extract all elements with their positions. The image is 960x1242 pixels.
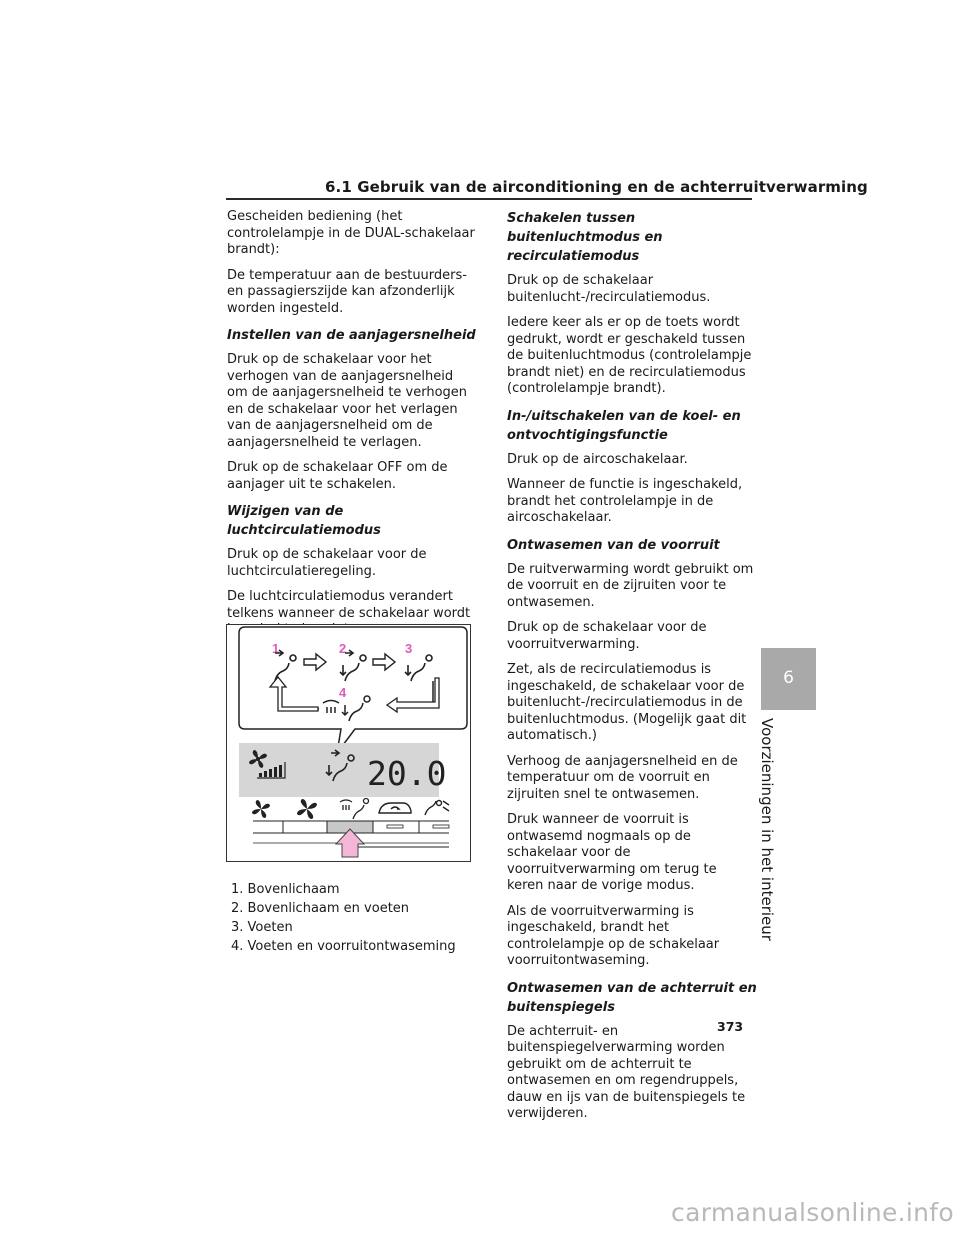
right-column: [507, 209, 757, 1132]
mode-label-3: 3: [405, 641, 413, 656]
paragraph: Iedere keer als er op de toets wordt gedrukt, wordt er geschakeld tussen de buitenluchtmodus (controlelampje brandt niet) en de recirculatiemodus (controlelampje brandt).: [507, 315, 752, 396]
paragraph: Als de voorruitverwarming is ingeschakeld, brandt het controlelampje op de schakelaar voorruitontwaseming.: [507, 903, 720, 968]
paragraph: De ruitverwarming wordt gebruikt om de voorruit en de zijruiten voor te ontwasemen.: [507, 561, 754, 610]
chapter-title-text: Voorzieningen in het interieur: [758, 718, 776, 941]
fan-down-icon: [252, 800, 270, 818]
legend-item: 3. Voeten: [231, 920, 293, 935]
paragraph: Gescheiden bediening (het controlelampje in de DUAL-schakelaar brandt):: [227, 209, 475, 257]
paragraph: Druk wanneer de voorruit is ontwasemd nogmaals op de schakelaar voor de voorruitverwarming om terug te keren naar de vorige modus.: [507, 812, 717, 893]
defrost-icon: [425, 801, 449, 816]
header-rule: [226, 198, 752, 200]
mode-button-icon: [340, 799, 369, 820]
page-number: 373: [717, 1019, 744, 1034]
legend: [227, 870, 477, 958]
paragraph: De luchtcirculatiemodus verandert telkens wanneer de schakelaar wordt: [227, 589, 471, 621]
chapter-tab: [761, 648, 816, 710]
watermark: carmanualsonline.info: [671, 1198, 954, 1227]
climate-panel-figure: [226, 624, 471, 862]
section-heading: Schakelen tussen buitenluchtmodus en recirculatiemodus: [507, 211, 663, 264]
section-heading: Ontwasemen van de achterruit en buitenspiegels: [507, 980, 757, 1015]
section-heading: Wijzigen van de luchtcirculatiemodus: [227, 504, 381, 538]
paragraph: Druk op de schakelaar OFF om de aanjager uit te schakelen.: [227, 460, 448, 492]
indicator-lamp: [387, 825, 403, 828]
chapter-title: [758, 718, 788, 941]
recirculation-icon: [379, 803, 411, 813]
paragraph: Druk op de schakelaar voor de voorruitverwarming.: [507, 620, 707, 652]
paragraph: Zet, als de recirculatiemodus is ingeschakeld, de schakelaar voor de buitenlucht-/recirculatiemodus in de buitenluchtmodus. (Mogelijk gaat dit automatisch.): [507, 662, 747, 743]
mode-label-1: 1: [272, 641, 280, 656]
left-column: [227, 209, 477, 648]
legend-item: 2. Bovenlichaam en voeten: [231, 901, 410, 916]
mode-label-2: 2: [339, 641, 347, 656]
climate-panel-illustration: [227, 625, 470, 861]
legend-item: 4. Voeten en voorruitontwaseming: [231, 939, 456, 954]
fan-up-icon: [297, 799, 317, 819]
paragraph: Verhoog de aanjagersnelheid en de temperatuur om de voorruit en zijruiten snel te ontwasemen.: [507, 753, 738, 802]
paragraph: Druk op de aircoschakelaar.: [507, 451, 688, 467]
indicator-lamp: [433, 825, 449, 828]
paragraph: Wanneer de functie is ingeschakeld, brandt het controlelampje in de aircoschakelaar.: [507, 477, 743, 525]
chapter-number: 6: [783, 668, 794, 688]
paragraph: Druk op de schakelaar voor het verhogen van de aanjagersnelheid om de aanjagersnelheid te verhogen en de schakelaar voor het verlagen van de aanjagersnelheid om de aanjagersnelheid te verlagen.: [227, 352, 468, 450]
section-heading: Instellen van de aanjagersnelheid: [227, 328, 476, 343]
section-heading: Ontwasemen van de voorruit: [507, 537, 720, 553]
temperature-readout: 20.0: [367, 754, 447, 793]
page-header: 6.1 Gebruik van de airconditioning en de achterruitverwarming: [325, 178, 868, 196]
paragraph: Druk op de schakelaar voor de luchtcirculatieregeling.: [227, 547, 427, 579]
section-heading: In-/uitschakelen van de koel- en ontvochtigingsfunctie: [507, 408, 741, 443]
legend-item: 1. Bovenlichaam: [231, 882, 340, 897]
mode-label-4: 4: [339, 685, 347, 700]
paragraph: De temperatuur aan de bestuurders- en passagierszijde kan afzonderlijk worden ingesteld.: [227, 267, 467, 316]
paragraph: Druk op de schakelaar buitenlucht-/recirculatiemodus.: [507, 273, 711, 305]
paragraph: De achterruit- en buitenspiegelverwarming worden gebruikt om de achterruit te ontwasemen en om regendruppels, dauw en ijs van de buitenspiegels te verwijderen.: [507, 1023, 746, 1121]
